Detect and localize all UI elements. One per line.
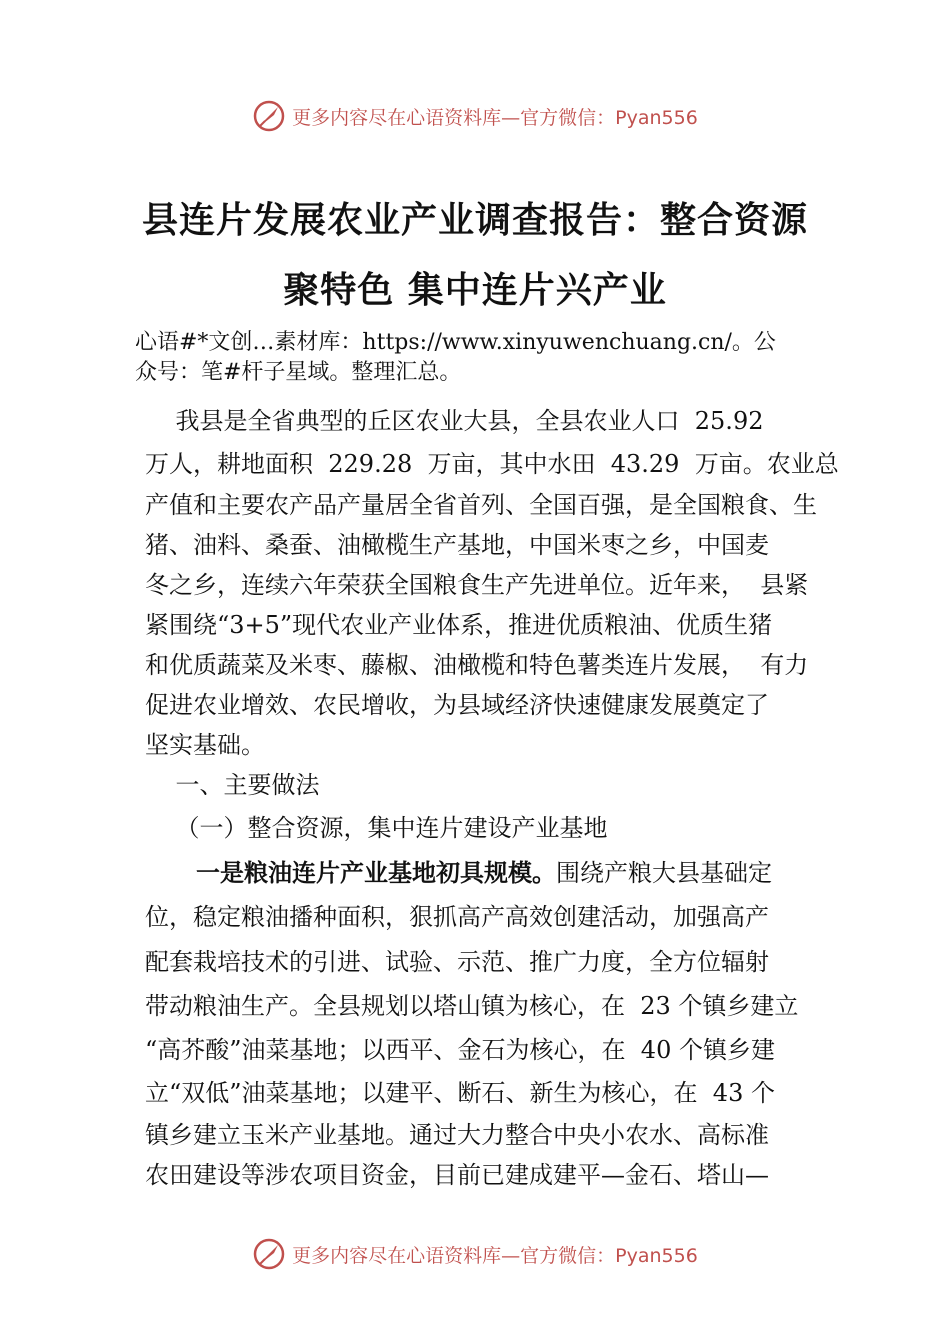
paragraph-line: 立“双低”油菜基地；以建平、断石、新生为核心，在 43 个 [145,1079,775,1107]
paragraph-line: 位，稳定粮油播种面积，狠抓高产高效创建活动，加强高产 [145,903,769,931]
quill-seal-icon [252,1237,286,1271]
paragraph-line: 猪、油料、桑蚕、油橄榄生产基地，中国米枣之乡，中国麦 [145,531,769,559]
bold-lead-sentence: 一是粮油连片产业基地初具规模。 [196,859,556,887]
paragraph-line: 和优质蔬菜及米枣、藤椒、油橄榄和特色薯类连片发展， 有力 [145,651,809,679]
paragraph-first-line [196,858,772,888]
document-title-line-2: 聚特色 集中连片兴产业 [283,269,667,311]
wechat-text: 官方微信：Pyan556 [520,106,698,129]
promo-text: 更多内容尽在心语资料库— [292,1244,521,1267]
paragraph-line: 促进农业增效、农民增收，为县域经济快速健康发展奠定了 [145,691,769,719]
paragraph-line: “高芥酸”油菜基地；以西平、金石为核心，在 40 个镇乡建 [145,1036,775,1064]
wechat-text: 官方微信：Pyan556 [520,1244,698,1267]
footer-watermark [0,1232,950,1276]
section-heading: 一、主要做法 [145,771,320,799]
paragraph-line: 万人，耕地面积 229.28 万亩，其中水田 43.29 万亩。农业总 [145,450,839,478]
promo-text: 更多内容尽在心语资料库— [292,106,521,129]
paragraph-line: 产值和主要农产品产量居全省首列、全国百强，是全国粮食、生 [145,491,817,519]
paragraph-line: 坚实基础。 [145,731,265,759]
paragraph-line: 我县是全省典型的丘区农业大县，全县农业人口 25.92 [145,407,764,435]
paragraph-line: 镇乡建立玉米产业基地。通过大力整合中央小农水、高标准 [145,1121,769,1149]
document-title-line-1: 县连片发展农业产业调查报告：整合资源 [141,199,808,241]
paragraph-line: 冬之乡，连续六年荣获全国粮食生产先进单位。近年来， 县紧 [145,571,809,599]
paragraph-text: 围绕产粮大县基础定 [556,859,772,887]
subsection-heading: （一）整合资源，集中连片建设产业基地 [145,814,608,842]
paragraph-line: 农田建设等涉农项目资金，目前已建成建平—金石、塔山— [145,1161,769,1189]
source-note-line-2: 众号：笔#杆子星域。整理汇总。 [135,360,462,385]
paragraph-line: 配套栽培技术的引进、试验、示范、推广力度，全方位辐射 [145,948,769,976]
quill-seal-icon [252,99,286,133]
source-note-line-1: 心语#*文创…素材库：https://www.xinyuwenchuang.cn/。公 [135,330,776,355]
paragraph-line: 紧围绕“3+5”现代农业产业体系，推进优质粮油、优质生猪 [145,611,773,639]
paragraph-line: 带动粮油生产。全县规划以塔山镇为核心，在 23 个镇乡建立 [145,992,799,1020]
header-watermark [0,94,950,138]
